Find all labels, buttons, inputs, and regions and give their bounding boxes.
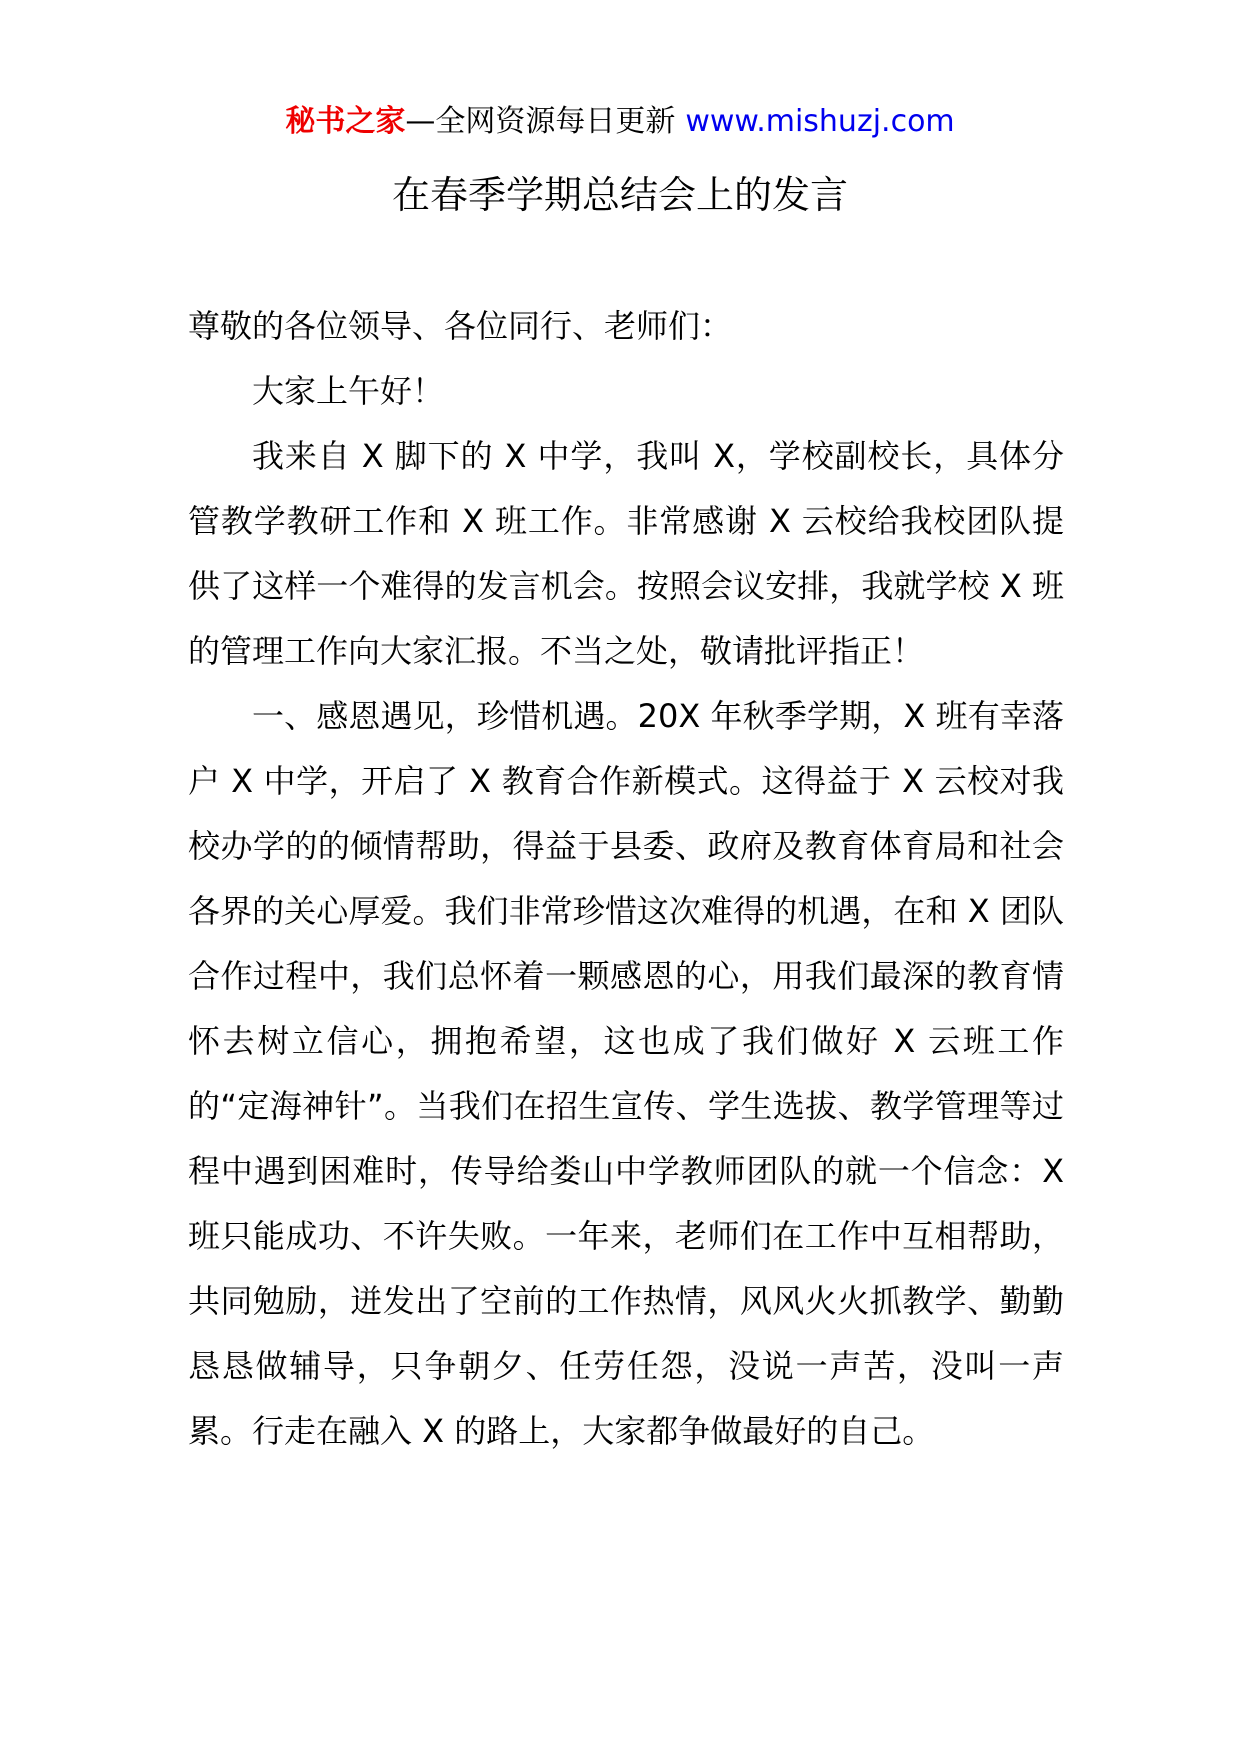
paragraph-section-one: 一、感恩遇见，珍惜机遇。20X 年秋季学期，X 班有幸落户 X 中学，开启了 X 教育合作新模式。这得益于 X 云校对我校办学的的倾情帮助，得益于县委、政府及教育体育局和社会各界的关心厚爱。我们非常珍惜这次难得的机遇，在和 X 团队合作过程中，我们总怀着一颗感恩的心，用我们最深的教育情怀去树立信心，拥抱希望，这也成了我们做好 X 云班工作的“定海神针”。当我们在招生宣传、学生选拔、教学管理等过程中遇到困难时，传导给娄山中学教师团队的就一个信念：X 班只能成功、不许失败。一年来，老师们在工作中互相帮助，共同勉励，迸发出了空前的工作热情，风风火火抓教学、勤勤恳恳做辅导，只争朝夕、任劳任怨，没说一声苦，没叫一声累。行走在融入 X 的路上，大家都争做最好的自己。 <box>188 697 1064 1450</box>
brand-name: 秘书之家 <box>285 104 406 139</box>
paragraph-introduction: 我来自 X 脚下的 X 中学，我叫 X，学校副校长，具体分管教学教研工作和 X 班工作。非常感谢 X 云校给我校团队提供了这样一个难得的发言机会。按照会议安排，我就学校 X 班的管理工作向大家汇报。不当之处，敬请批评指正！ <box>188 437 1064 670</box>
document-title: 在春季学期总结会上的发言 <box>391 173 848 217</box>
salutation: 尊敬的各位领导、各位同行、老师们： <box>188 307 733 345</box>
paragraph-greeting: 大家上午好！ <box>252 372 445 410</box>
site-url-link[interactable]: www.mishuzj.com <box>685 104 955 139</box>
site-header <box>0 100 1240 144</box>
document-body <box>188 294 1064 1464</box>
site-slogan: —全网资源每日更新 <box>405 104 676 139</box>
